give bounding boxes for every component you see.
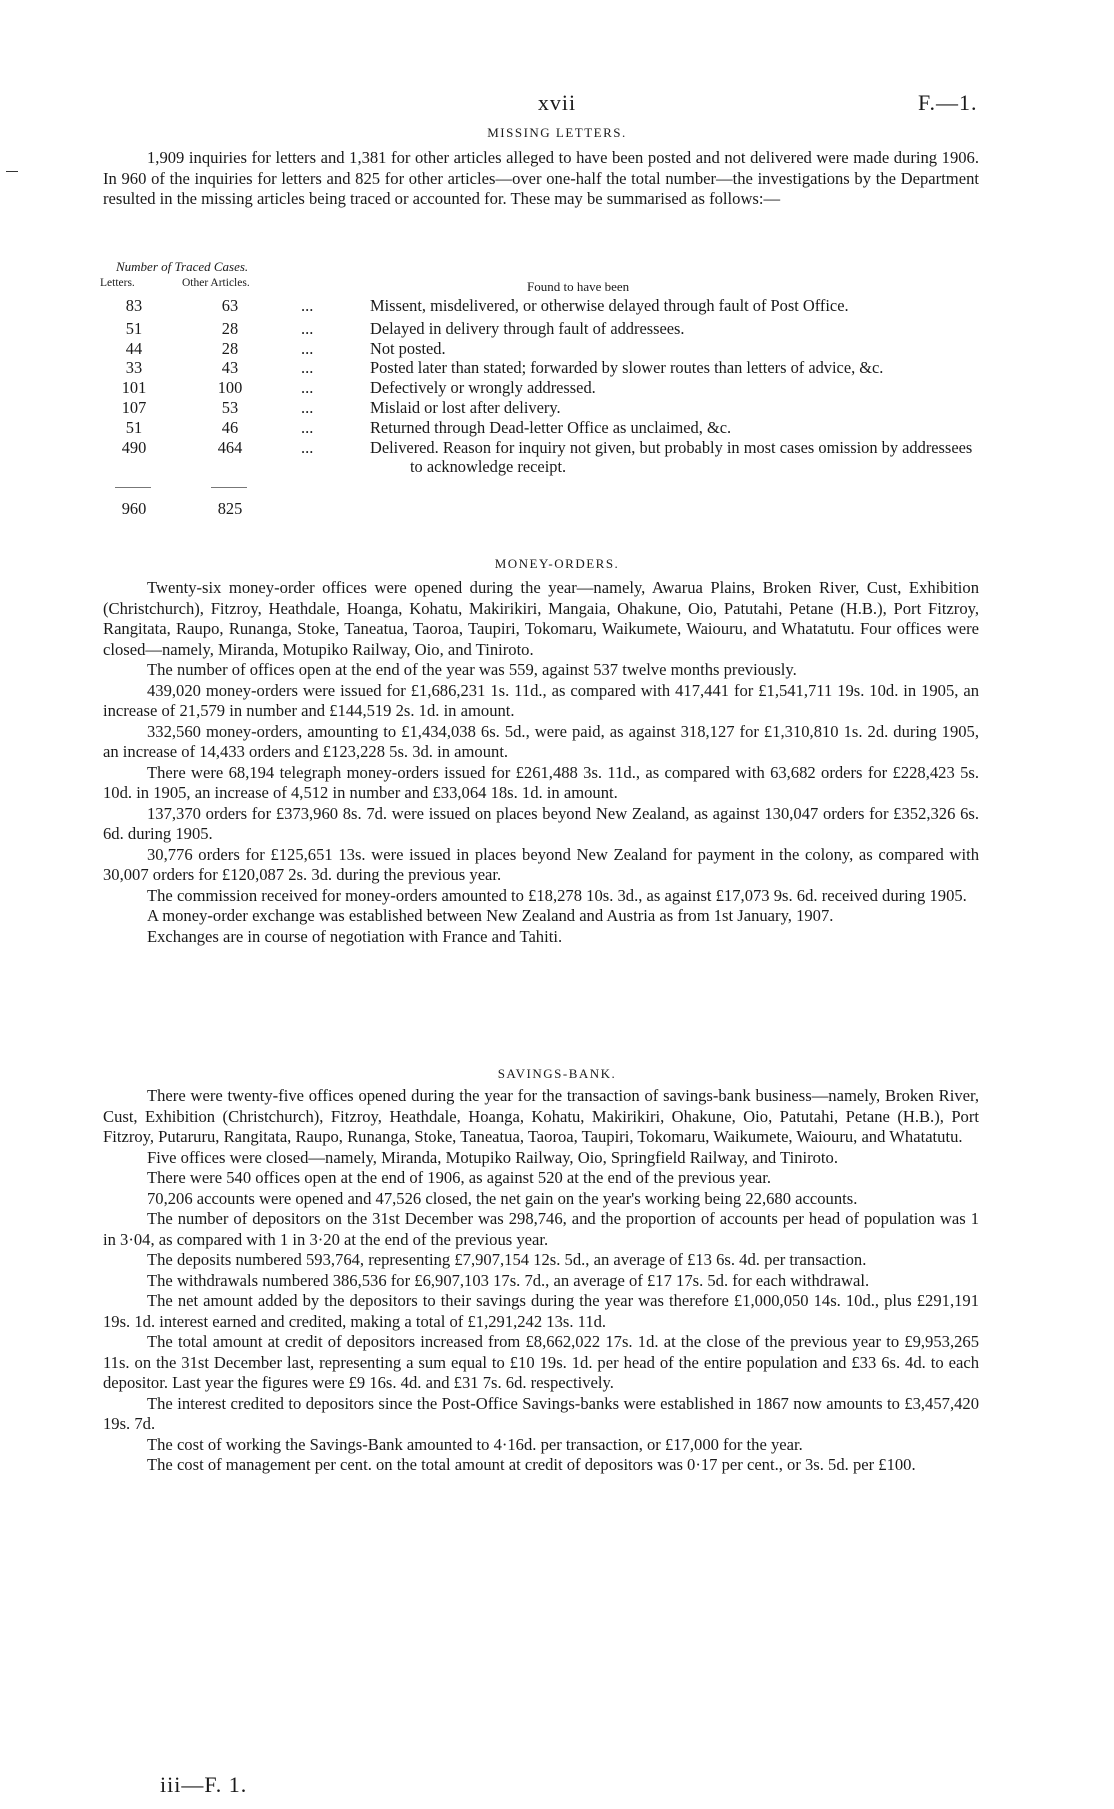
section-title-missing-letters: MISSING LETTERS. (487, 125, 627, 140)
cell-letters: 51 (125, 318, 143, 338)
footer-signature-mark: iii—F. 1. (160, 1772, 248, 1797)
column-header-found: Found to have been (527, 279, 630, 294)
table-row (103, 296, 983, 316)
savings-bank-body (103, 1086, 979, 1476)
table-row (103, 319, 983, 339)
paragraph: 332,560 money-orders, amounting to £1,434,038 6s. 5d., were paid, as against 318,127 for £1,310,810 1s. 2d. during 1905, an increase of 14,433 orders and £123,228 5s. 3d. in amount. (103, 721, 979, 761)
paragraph: The net amount added by the depositors to their savings during the year was therefore £1,000,050 14s. 10d., plus £291,191 19s. 1d. interest earned and credited, making a total of £1,291,242 13s. 11d. (103, 1291, 979, 1331)
paragraph: The interest credited to depositors since the Post-Office Savings-banks were established in 1867 now amounts to £3,457,420 19s. 7d. (103, 1393, 979, 1433)
money-orders-body (103, 578, 979, 947)
paragraph: 30,776 orders for £125,651 13s. were issued in places beyond New Zealand for payment in the colony, as compared with 30,007 orders for £120,087 2s. 3d. during the previous year. (103, 844, 979, 884)
paragraph: The cost of working the Savings-Bank amounted to 4·16d. per transaction, or £17,000 for the year. (147, 1434, 803, 1454)
cell-letters: 490 (121, 437, 147, 457)
leader-dots: ... (301, 417, 314, 437)
leader-dots: ... (301, 397, 314, 417)
leader-dots: ... (301, 318, 314, 338)
paragraph: The deposits numbered 593,764, representing £7,907,154 12s. 5d., an average of £13 6s. 4d. per transaction. (147, 1250, 867, 1269)
cell-other-articles: 464 (217, 437, 243, 457)
cell-letters: 101 (121, 378, 147, 398)
cell-description: Returned through Dead-letter Office as unclaimed, &c. (370, 417, 732, 437)
cell-description: Delayed in delivery through fault of addressees. (370, 318, 685, 338)
column-header-letters: Letters. (100, 277, 135, 289)
paragraph: 70,206 accounts were opened and 47,526 closed, the net gain on the year's working being 22,680 accounts. (147, 1188, 858, 1208)
table-row (103, 378, 983, 398)
cell-other-articles: 63 (221, 296, 239, 315)
leader-dots: ... (301, 296, 314, 315)
page-number: xvii (537, 90, 577, 115)
cell-description: Missent, misdelivered, or otherwise delayed through fault of Post Office. (370, 296, 849, 315)
leader-dots: ... (301, 358, 314, 378)
paragraph: 439,020 money-orders were issued for £1,686,231 1s. 11d., as compared with 417,441 for £1,541,711 19s. 10d. in 1905, an increase of 21,579 in number and £144,519 2s. 1d. in amount. (103, 680, 979, 720)
paragraph: The cost of management per cent. on the total amount at credit of depositors was 0·17 per cent., or 3s. 5d. per £100. (147, 1455, 916, 1474)
paragraph: Exchanges are in course of negotiation with France and Tahiti. (147, 926, 563, 946)
leader-dots: ... (301, 378, 314, 398)
cell-other-articles: 46 (221, 417, 239, 437)
cell-other-articles: 28 (221, 338, 239, 358)
total-rule-row (103, 477, 983, 499)
table-row (103, 358, 983, 378)
paragraph: The number of offices open at the end of the year was 559, against 537 twelve months previously. (147, 660, 797, 679)
report-id: F.—1. (918, 90, 978, 115)
cell-other-articles: 100 (217, 378, 243, 398)
paragraph: A money-order exchange was established between New Zealand and Austria as from 1st January, 1907. (147, 906, 834, 925)
paragraph: The commission received for money-orders amounted to £18,278 10s. 3d., as against £17,073 9s. 6d. received during 1905. (147, 885, 967, 905)
cell-letters: 51 (125, 417, 143, 437)
leader-dots: ... (301, 338, 314, 358)
traced-cases-table (103, 296, 983, 519)
table-row (103, 418, 983, 438)
table-row (103, 398, 983, 418)
paragraph: There were 68,194 telegraph money-orders issued for £261,488 3s. 11d., as compared with 63,682 orders for £228,423 5s. 10d. in 1905, an increase of 4,512 in number and £33,064 18s. 1d. in amount. (103, 762, 979, 802)
section-title-money-orders: MONEY-ORDERS. (494, 556, 620, 571)
table-row (103, 339, 983, 359)
paragraph: Five offices were closed—namely, Miranda, Motupiko Railway, Oio, Springfield Railway, and Tiniroto. (147, 1147, 838, 1167)
paragraph: Twenty-six money-order offices were opened during the year—namely, Awarua Plains, Broken River, Cust, Exhibition (Christchurch), Fitzroy, Heathdale, Hoanga, Kohatu, Makirikiri, Mangaia, Ohakune, Oio, Patutahi, Petane (H.B.), Port Fitzroy, Rangitata, Raupo, Runanga, Stoke, Taneatua, Taoroa, Taupiri, Tokomaru, Waikumete, Waiouru, and Whatatutu. Four offices were closed—namely, Miranda, Motupiko Railway, Oio, and Tiniroto. (103, 578, 979, 659)
paragraph: There were 540 offices open at the end of 1906, as against 520 at the end of the previous year. (147, 1168, 772, 1187)
column-header-other-articles: Other Articles. (182, 277, 250, 289)
cell-description: Posted later than stated; forwarded by slower routes than letters of advice, &c. (370, 358, 884, 378)
paragraph: There were twenty-five offices opened during the year for the transaction of savings-bank business—namely, Broken River, Cust, Exhibition (Christchurch), Fitzroy, Heathdale, Hoanga, Kohatu, Makirikiri, Ohakune, Oio, Patutahi, Petane (H.B.), Port Fitzroy, Putaruru, Rangitata, Raupo, Runanga, Stoke, Taneatua, Taoroa, Taupiri, Tokomaru, Waikumete, Waiouru, and Whatatutu. (103, 1086, 979, 1146)
paragraph: 137,370 orders for £373,960 8s. 7d. were issued on places beyond New Zealand, as against 130,047 orders for £352,326 6s. 6d. during 1905. (103, 803, 979, 843)
missing-letters-intro (103, 148, 979, 210)
paragraph: The withdrawals numbered 386,536 for £6,907,103 17s. 7d., an average of £17 17s. 5d. for each withdrawal. (147, 1270, 870, 1290)
cell-other-articles: 28 (221, 318, 239, 338)
paragraph: The number of depositors on the 31st December was 298,746, and the proportion of accounts per head of population was 1 in 3·04, as compared with 1 in 3·20 at the end of the previous year. (103, 1209, 979, 1249)
cell-other-articles: 53 (221, 397, 239, 417)
section-title-savings-bank: SAVINGS-BANK. (497, 1066, 617, 1081)
total-rule-other (211, 487, 247, 488)
cell-description: Defectively or wrongly addressed. (370, 378, 596, 398)
cell-letters: 33 (125, 358, 143, 378)
leader-dots: ... (301, 437, 314, 457)
cell-letters: 107 (121, 397, 147, 417)
cell-description: Mislaid or lost after delivery. (370, 397, 561, 417)
total-other-articles: 825 (217, 499, 243, 519)
cell-letters: 83 (125, 296, 143, 315)
cell-other-articles: 43 (221, 358, 239, 378)
total-letters: 960 (121, 499, 147, 519)
table-caption: Number of Traced Cases. (116, 259, 249, 274)
cell-letters: 44 (125, 338, 143, 358)
margin-mark (6, 171, 18, 172)
total-row (103, 499, 983, 519)
table-row (103, 438, 983, 478)
paragraph: The total amount at credit of depositors increased from £8,662,022 17s. 1d. at the close of the previous year to £9,953,265 11s. on the 31st December last, representing a sum equal to £10 19s. 1d. per head of the entire population and £33 6s. 4d. to each depositor. Last year the figures were £9 16s. 4d. and £31 7s. 6d. respectively. (103, 1332, 979, 1392)
total-rule-letters (115, 487, 151, 488)
cell-description: Not posted. (370, 338, 446, 358)
paragraph: 1,909 inquiries for letters and 1,381 for other articles alleged to have been posted and not delivered were made during 1906. In 960 of the inquiries for letters and 825 for other articles—over one-half the total number—the investigations by the Department resulted in the missing articles being traced or accounted for. These may be summarised as follows:— (103, 148, 979, 208)
cell-description: Delivered. Reason for inquiry not given, but probably in most cases omission by addressees to acknowledge receipt. (370, 437, 973, 477)
